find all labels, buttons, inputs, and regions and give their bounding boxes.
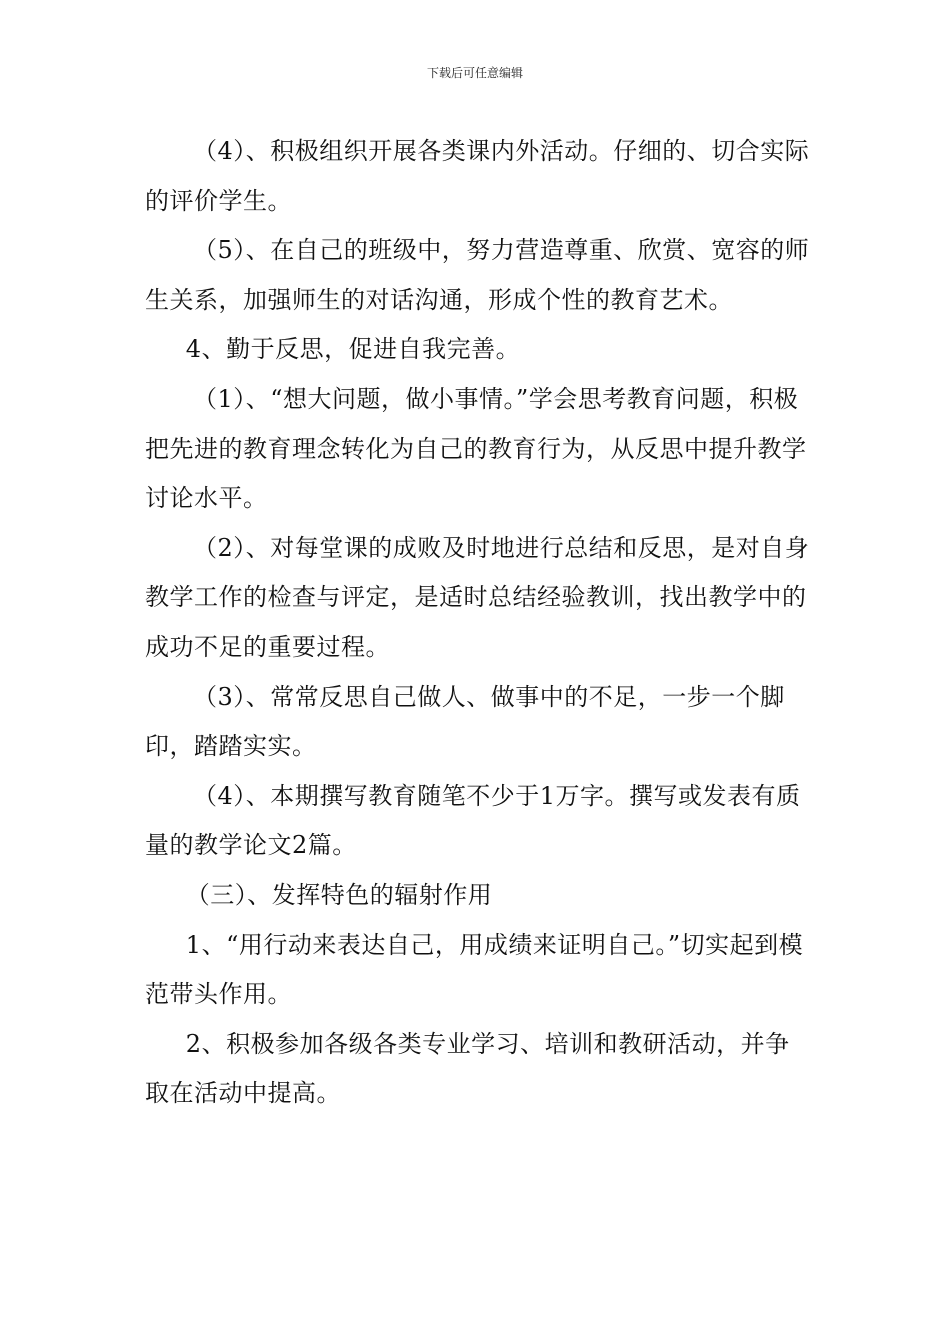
page-header: 下载后可任意编辑 [426, 66, 523, 80]
paragraph-1: （4）、积极组织开展各类课内外活动。仔细的、切合实际的评价学生。 [145, 137, 810, 215]
paragraph-9: 1、“用行动来表达自己，用成绩来证明自己。”切实起到模范带头作用。 [145, 930, 804, 1009]
paragraph-7: （4）、本期撰写教育随笔不少于1万字。撰写或发表有质量的教学论文2篇。 [145, 781, 801, 860]
paragraph-4: （1）、“想大问题，做小事情。”学会思考教育问题，积极把先进的教育理念转化为自己的教育行为，从反思中提升教学讨论水平。 [145, 384, 807, 513]
section-heading: （三）、发挥特色的辐射作用 [185, 880, 493, 909]
paragraph-6: （3）、常常反思自己做人、做事中的不足，一步一个脚印，踏踏实实。 [145, 682, 785, 761]
paragraph-2: （5）、在自己的班级中，努力营造尊重、欣赏、宽容的师生关系，加强师生的对话沟通，形成个性的教育艺术。 [145, 236, 810, 314]
paragraph-10: 2、积极参加各级各类专业学习、培训和教研活动，并争取在活动中提高。 [145, 1029, 790, 1108]
paragraph-3: 4、勤于反思，促进自我完善。 [185, 335, 521, 364]
paragraph-5: （2）、对每堂课的成败及时地进行总结和反思，是对自身教学工作的检查与评定，是适时总结经验教训，找出教学中的成功不足的重要过程。 [145, 533, 810, 661]
document-body [145, 127, 811, 1119]
